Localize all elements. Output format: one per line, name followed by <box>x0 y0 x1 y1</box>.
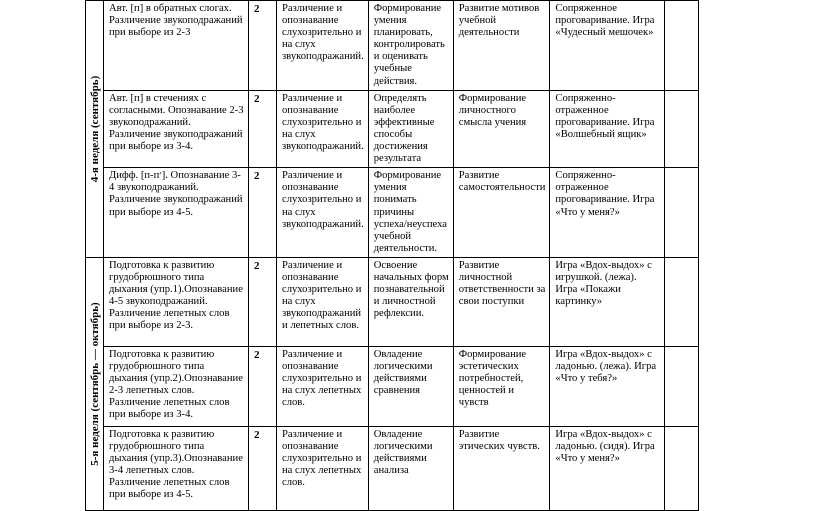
table-row <box>86 346 699 426</box>
hours-cell: 2 <box>249 1 277 91</box>
personal-cell: Формирование эстетических потребностей, ценностей и чувств <box>453 346 550 426</box>
hours-cell: 2 <box>249 168 277 258</box>
content-cell: Различение и опознавание слухозрительно и на слух звукоподражаний. <box>277 168 369 258</box>
week-label-cell <box>86 257 104 510</box>
topic-cell: Подготовка к развитию грудобрюшного типа дыхания (упр.2).Опознавание 2-3 лепетных слов. Различение лепетных слов при выборе из 3-4. <box>104 346 249 426</box>
table-row <box>86 168 699 258</box>
topic-cell: Авт. [п] в обратных слогах. Различение звукоподражаний при выборе из 2-3 <box>104 1 249 91</box>
game-cell: Сопряженно-отраженное проговаривание. Игра «Что у меня?» <box>550 168 665 258</box>
content-cell: Различение и опознавание слухозрительно и на слух лепетных слов. <box>277 346 369 426</box>
extra-cell <box>665 1 699 91</box>
content-cell: Различение и опознавание слухозрительно и на слух лепетных слов. <box>277 426 369 510</box>
personal-cell: Развитие личностной ответственности за свои поступки <box>453 257 550 346</box>
regulatory-cell: Определять наиболее эффективные способы достижения результата <box>368 90 453 168</box>
table-row <box>86 426 699 510</box>
regulatory-cell: Овладение логическими действиями анализа <box>368 426 453 510</box>
hours-cell: 2 <box>249 257 277 346</box>
content-cell: Различение и опознавание слухозрительно и на слух звукоподражаний и лепетных слов. <box>277 257 369 346</box>
extra-cell <box>665 90 699 168</box>
hours-cell: 2 <box>249 426 277 510</box>
game-cell: Сопряженно-отраженное проговаривание. Игра «Волшебный ящик» <box>550 90 665 168</box>
week-label: 4-я неделя (сентябрь) <box>88 75 101 183</box>
game-cell: Игра «Вдох-выдох» с ладонью. (сидя). Игра «Что у меня?» <box>550 426 665 510</box>
hours-cell: 2 <box>249 90 277 168</box>
extra-cell <box>665 346 699 426</box>
extra-cell <box>665 257 699 346</box>
topic-cell: Подготовка к развитию грудобрюшного типа дыхания (упр.3).Опознавание 3-4 лепетных слов. Различение лепетных слов при выборе из 4-5. <box>104 426 249 510</box>
personal-cell: Развитие этических чувств. <box>453 426 550 510</box>
extra-cell <box>665 168 699 258</box>
lesson-plan-table <box>85 0 699 511</box>
regulatory-cell: Формирование умения планировать, контролировать и оценивать учебные действия. <box>368 1 453 91</box>
content-cell: Различение и опознавание слухозрительно и на слух звукоподражаний. <box>277 90 369 168</box>
game-cell: Сопряженное проговаривание. Игра «Чудесный мешочек» <box>550 1 665 91</box>
game-cell: Игра «Вдох-выдох» с ладонью. (лежа). Игра «Что у тебя?» <box>550 346 665 426</box>
regulatory-cell: Формирование умения понимать причины успеха/неуспеха учебной деятельности. <box>368 168 453 258</box>
game-cell: Игра «Вдох-выдох» с игрушкой. (лежа). Игра «Покажи картинку» <box>550 257 665 346</box>
week-label-cell <box>86 1 104 258</box>
content-cell: Различение и опознавание слухозрительно и на слух звукоподражаний. <box>277 1 369 91</box>
regulatory-cell: Овладение логическими действиями сравнения <box>368 346 453 426</box>
personal-cell: Формирование личностного смысла учения <box>453 90 550 168</box>
topic-cell: Подготовка к развитию грудобрюшного типа дыхания (упр.1).Опознавание 4-5 звукоподражаний. Различение лепетных слов при выборе из 2-3. <box>104 257 249 346</box>
personal-cell: Развитие самостоятельности <box>453 168 550 258</box>
topic-cell: Дифф. [п-п׳]. Опознавание 3-4 звукоподражаний. Различение звукоподражаний при выборе из 4-5. <box>104 168 249 258</box>
table-row <box>86 1 699 91</box>
regulatory-cell: Освоение начальных форм познавательной и личностной рефлексии. <box>368 257 453 346</box>
extra-cell <box>665 426 699 510</box>
table-row <box>86 257 699 346</box>
hours-cell: 2 <box>249 346 277 426</box>
personal-cell: Развитие мотивов учебной деятельности <box>453 1 550 91</box>
topic-cell: Авт. [п] в стечениях с согласными. Опознавание 2-3 звукоподражаний. Различение звукоподражаний при выборе из 3-4. <box>104 90 249 168</box>
week-label: 5-я неделя (сентябрь — октябрь) <box>88 302 101 466</box>
table-row <box>86 90 699 168</box>
lesson-plan-body <box>86 1 699 511</box>
